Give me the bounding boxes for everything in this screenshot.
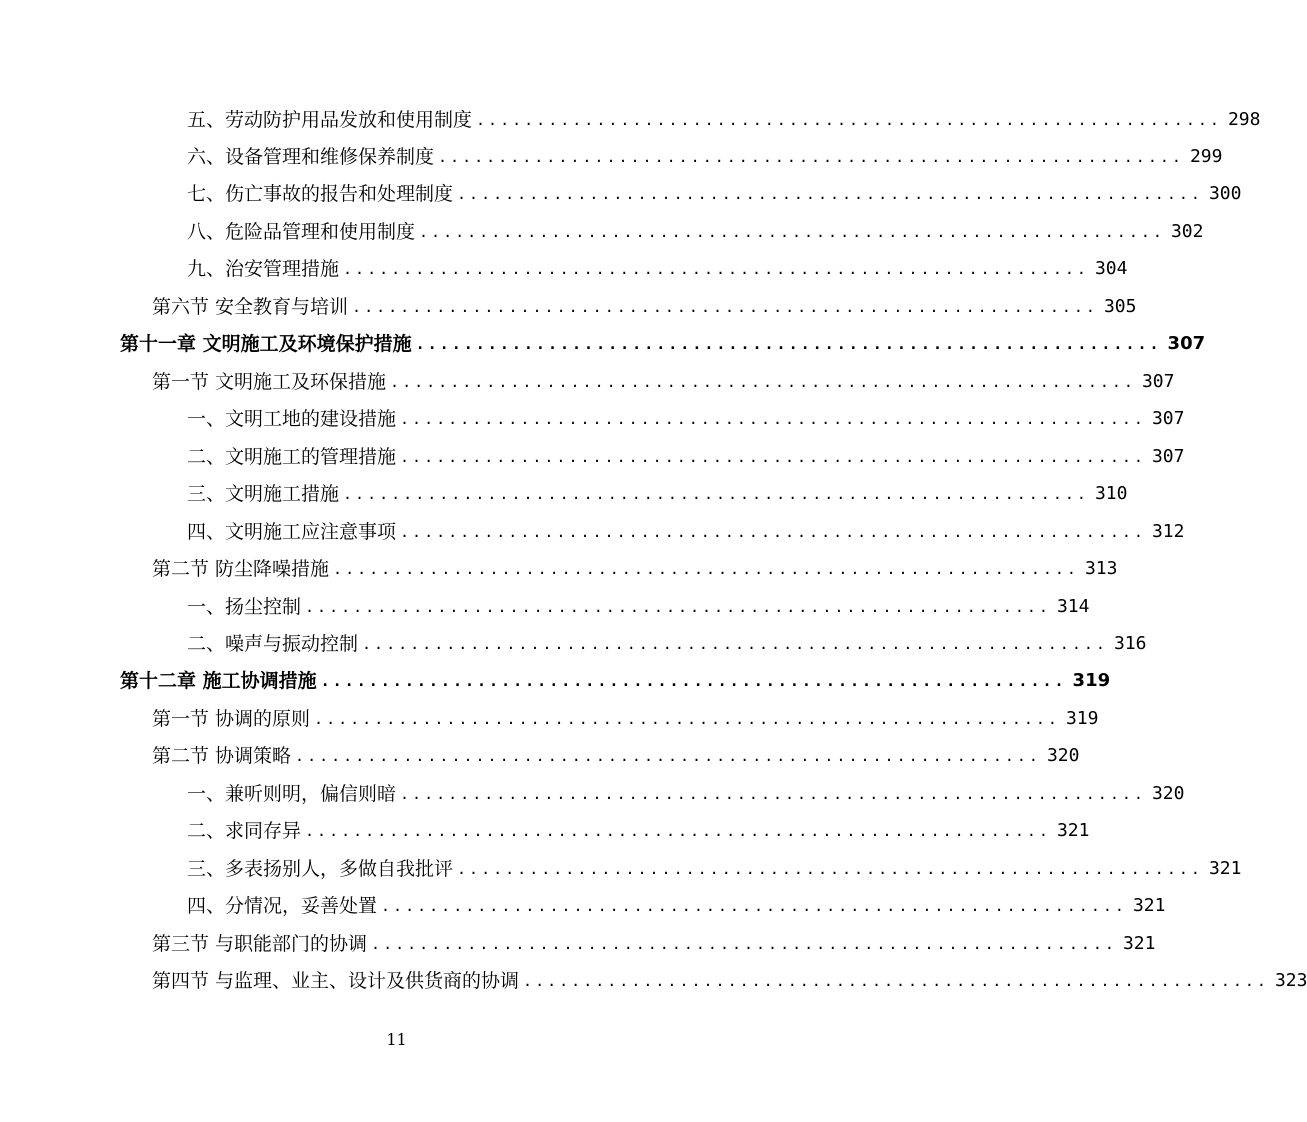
toc-entry[interactable] [187, 855, 1242, 883]
toc-chapter-entry[interactable] [120, 667, 1111, 695]
toc-entry-page: 307 [1151, 446, 1185, 467]
toc-entry[interactable] [152, 705, 1099, 733]
toc-entry-label: 九、治安管理措施 [187, 258, 340, 280]
toc-entry[interactable] [152, 555, 1118, 583]
toc-entry-page: 302 [1170, 221, 1204, 242]
toc-entry-page: 314 [1056, 596, 1090, 617]
toc-entry[interactable] [187, 780, 1185, 808]
toc-entry[interactable] [152, 930, 1156, 958]
toc-entry[interactable] [187, 480, 1128, 508]
toc-entry-page: 321 [1056, 820, 1090, 841]
toc-entry-page: 307 [1151, 408, 1185, 429]
toc-leader-dots: .............................................................. [343, 260, 1089, 278]
toc-leader-dots: .............................................................. [305, 598, 1051, 616]
toc-entry-label: 第十二章 施工协调措施 [120, 670, 317, 692]
toc-entry-page: 298 [1227, 109, 1261, 130]
toc-leader-dots: .............................................................. [390, 373, 1136, 391]
toc-leader-dots: .............................................................. [457, 185, 1203, 203]
toc-entry-page: 313 [1084, 558, 1118, 579]
toc-entry-page: 316 [1113, 633, 1147, 654]
toc-entry-label: 二、噪声与振动控制 [187, 633, 359, 655]
toc-entry[interactable] [152, 368, 1175, 396]
toc-entry-label: 第二节 协调策略 [152, 745, 292, 767]
toc-leader-dots: .............................................................. [371, 935, 1117, 953]
toc-entry-page: 312 [1151, 521, 1185, 542]
toc-entry[interactable] [187, 106, 1261, 134]
toc-entry-page: 305 [1103, 296, 1137, 317]
toc-entry[interactable] [187, 180, 1242, 208]
toc-entry-label: 第十一章 文明施工及环境保护措施 [120, 333, 412, 355]
toc-entry[interactable] [152, 967, 1307, 995]
toc-entry-label: 七、伤亡事故的报告和处理制度 [187, 183, 454, 205]
toc-leader-dots: .............................................................. [400, 410, 1146, 428]
toc-entry[interactable] [187, 892, 1166, 920]
toc-entry-page: 299 [1189, 146, 1223, 167]
toc-entry-label: 一、扬尘控制 [187, 596, 302, 618]
toc-entry-page: 300 [1208, 183, 1242, 204]
toc-leader-dots: .............................................................. [419, 223, 1165, 241]
toc-entry-page: 320 [1151, 783, 1185, 804]
toc-entry[interactable] [187, 518, 1185, 546]
toc-entry-label: 一、兼听则明，偏信则暗 [187, 783, 397, 805]
toc-entry-label: 二、求同存异 [187, 820, 302, 842]
toc-entry-label: 六、设备管理和维修保养制度 [187, 146, 435, 168]
toc-entry-page: 321 [1122, 933, 1156, 954]
toc-entry[interactable] [187, 443, 1185, 471]
toc-entry-page: 319 [1065, 708, 1099, 729]
toc-entry-page: 307 [1141, 371, 1175, 392]
toc-entry-page: 310 [1094, 483, 1128, 504]
toc-entry-label: 三、文明施工措施 [187, 483, 340, 505]
toc-entry-page: 323 [1274, 970, 1307, 991]
toc-leader-dots: .............................................................. [352, 298, 1098, 316]
toc-entry-label: 二、文明施工的管理措施 [187, 446, 397, 468]
toc-leader-dots: .............................................................. [343, 485, 1089, 503]
toc-entry[interactable] [152, 293, 1137, 321]
toc-leader-dots: .............................................................. [320, 672, 1067, 690]
toc-entry[interactable] [187, 143, 1223, 171]
toc-leader-dots: .............................................................. [415, 335, 1162, 353]
toc-entry[interactable] [152, 742, 1080, 770]
toc-leader-dots: .............................................................. [381, 897, 1127, 915]
toc-entry-label: 第六节 安全教育与培训 [152, 296, 349, 318]
toc-entry[interactable] [187, 255, 1128, 283]
toc-leader-dots: .............................................................. [400, 523, 1146, 541]
toc-leader-dots: .............................................................. [295, 747, 1041, 765]
page-number: 11 [386, 1030, 407, 1049]
toc-leader-dots: .............................................................. [438, 148, 1184, 166]
toc-leader-dots: .............................................................. [523, 972, 1269, 990]
toc-entry-label: 第四节 与监理、业主、设计及供货商的协调 [152, 970, 520, 992]
toc-leader-dots: .............................................................. [362, 635, 1108, 653]
toc-entry-label: 三、多表扬别人，多做自我批评 [187, 858, 454, 880]
toc-entry-page: 321 [1208, 858, 1242, 879]
toc-entry-page: 319 [1072, 670, 1111, 691]
toc-leader-dots: .............................................................. [400, 448, 1146, 466]
toc-leader-dots: .............................................................. [314, 710, 1060, 728]
toc-entry[interactable] [187, 405, 1185, 433]
toc-entry-label: 第一节 文明施工及环保措施 [152, 371, 387, 393]
toc-leader-dots: .............................................................. [457, 860, 1203, 878]
toc-chapter-entry[interactable] [120, 330, 1206, 358]
toc-entry-page: 320 [1046, 745, 1080, 766]
toc-entry-page: 321 [1132, 895, 1166, 916]
toc-entry-page: 307 [1167, 333, 1206, 354]
toc-entry-label: 一、文明工地的建设措施 [187, 408, 397, 430]
toc-entry[interactable] [187, 593, 1090, 621]
toc-entry-label: 八、危险品管理和使用制度 [187, 221, 416, 243]
toc-entry-label: 第三节 与职能部门的协调 [152, 933, 368, 955]
toc-leader-dots: .............................................................. [400, 785, 1146, 803]
toc-entry[interactable] [187, 218, 1204, 246]
toc-leader-dots: .............................................................. [333, 560, 1079, 578]
toc-leader-dots: .............................................................. [305, 822, 1051, 840]
toc-entry-label: 四、分情况，妥善处置 [187, 895, 378, 917]
toc-entry[interactable] [187, 630, 1147, 658]
toc-entry-label: 四、文明施工应注意事项 [187, 521, 397, 543]
toc-entry-label: 五、劳动防护用品发放和使用制度 [187, 109, 473, 131]
toc-entry[interactable] [187, 817, 1090, 845]
toc-entry-page: 304 [1094, 258, 1128, 279]
toc-entry-label: 第一节 协调的原则 [152, 708, 311, 730]
toc-entry-label: 第二节 防尘降噪措施 [152, 558, 330, 580]
toc-leader-dots: .............................................................. [476, 111, 1222, 129]
